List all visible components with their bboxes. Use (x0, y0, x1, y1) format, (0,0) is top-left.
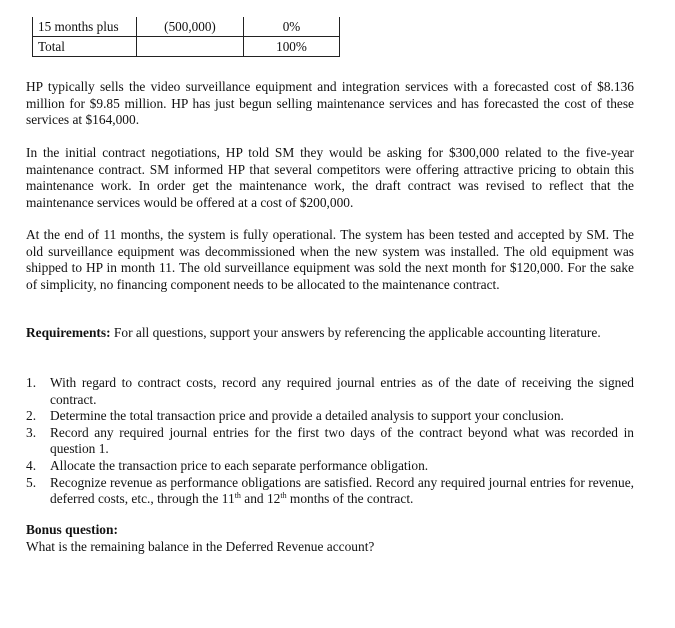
row-label: Total (33, 37, 137, 57)
question-text (50, 475, 634, 507)
bonus-title: Bonus question: (26, 522, 118, 537)
question-number: 5. (26, 474, 37, 490)
ordinal-suffix: th (234, 491, 241, 501)
allocation-table (32, 17, 340, 57)
question-text-part: and 12 (240, 491, 281, 507)
question-text-part: months of the contract. (286, 491, 414, 507)
ordinal-suffix: th (280, 491, 287, 501)
list-item (26, 458, 634, 475)
bonus-question: What is the remaining balance in the Deferred Revenue account? (26, 539, 375, 554)
row-label: 15 months plus (33, 17, 137, 37)
row-amount (137, 37, 244, 57)
questions-list (26, 375, 634, 508)
requirements-label: Requirements: (26, 325, 111, 340)
question-number: 4. (26, 457, 37, 473)
question-text: Record any required journal entries for the first two days of the contract beyond what was recorded in question 1. (50, 424, 634, 457)
question-number: 2. (26, 408, 37, 424)
question-text-part: Recognize revenue as performance obligations are satisfied. Record any required journal entries for revenue, deferred costs, etc., through the 11 (50, 474, 634, 507)
list-item (26, 375, 634, 408)
requirements-text: For all questions, support your answers by referencing the applicable accounting literature. (113, 325, 601, 340)
question-text: With regard to contract costs, record any required journal entries as of the date of receiving the signed contract. (50, 375, 634, 407)
row-amount: (500,000) (137, 17, 244, 37)
question-text: Determine the total transaction price and provide a detailed analysis to support your conclusion. (50, 408, 564, 424)
paragraph-costs: HP typically sells the video surveillance equipment and integration services with a forecasted cost of $8.136 million for $9.85 million. HP has just begun selling maintenance services and has forecasted the cost of these services at $164,000. (26, 79, 634, 128)
list-item (26, 408, 634, 425)
row-percent: 100% (244, 37, 340, 57)
paragraph-operational: At the end of 11 months, the system is fully operational. The system has been tested and accepted by SM. The old surveillance equipment was decommissioned when the new system was installed. The old equipment was shipped to HP in month 11. The old surveillance equipment was sold the next month for $120,000. For the sake of simplicity, no financing component needs to be allocated to the maintenance contract. (26, 227, 634, 292)
requirements-paragraph (26, 325, 634, 342)
question-number: 1. (26, 375, 37, 390)
question-text: Allocate the transaction price to each separate performance obligation. (50, 457, 429, 473)
table-row (33, 37, 340, 57)
table-row (33, 17, 340, 37)
list-item (26, 425, 634, 458)
question-number: 3. (26, 424, 37, 440)
list-item (26, 475, 634, 508)
paragraph-negotiations: In the initial contract negotiations, HP told SM they would be asking for $300,000 related to the five-year maintenance contract. SM informed HP that several competitors were offering attractive pricing to obtain this maintenance work. In order get the maintenance work, the draft contract was revised to reflect that the maintenance services would be offered at a cost of $200,000. (26, 145, 634, 210)
row-percent: 0% (244, 17, 340, 37)
